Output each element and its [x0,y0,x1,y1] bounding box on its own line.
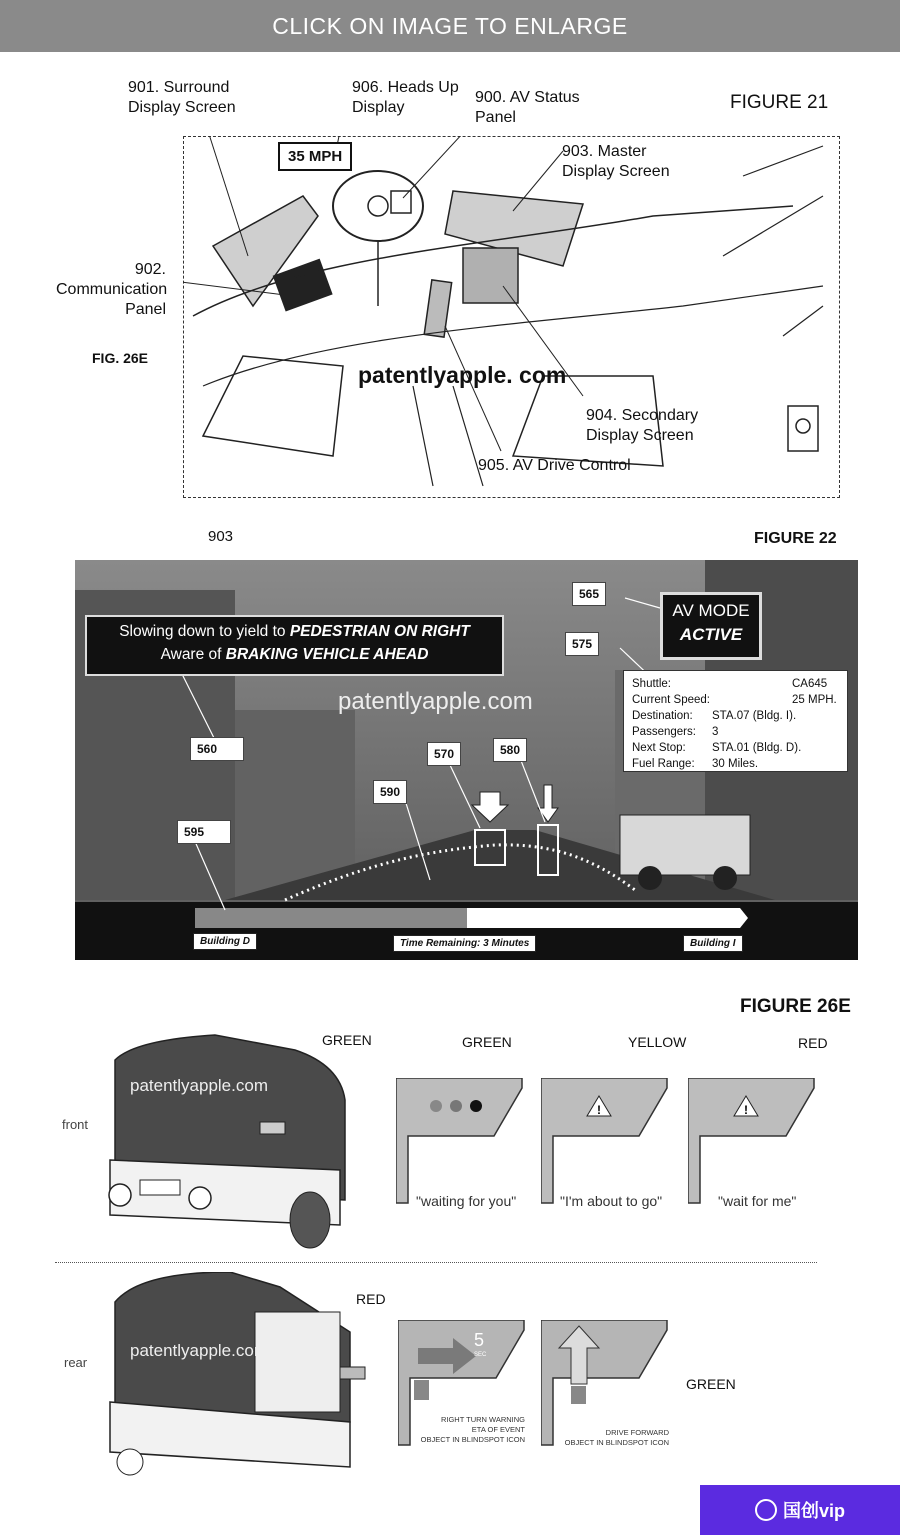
av-mode-badge [660,592,762,660]
label-master-display: 903. Master Display Screen [562,143,670,180]
callout-565: 565 [572,582,606,606]
front-label: front [62,1117,89,1132]
panel-color-red: RED [798,1035,828,1051]
section-divider [55,1262,817,1263]
alert-line-1-emphasis: PEDESTRIAN ON RIGHT [289,623,470,640]
rear-panel-red-color: RED [356,1291,386,1307]
rear-shuttle-illustration [100,1272,370,1477]
timeline-remaining: Time Remaining: 3 Minutes [393,935,536,952]
figure-22-watermark: patentlyapple.com [338,688,533,715]
figure-21-title: FIGURE 21 [730,92,829,113]
enlarge-banner[interactable]: CLICK ON IMAGE TO ENLARGE [0,0,900,52]
alert-line-2-text: Aware of [160,646,226,663]
rear-panel-eta-unit: SEC [474,1352,487,1358]
figure-26e-title: FIGURE 26E [740,996,851,1017]
status-panel-shape [541,1078,669,1208]
logo-icon [755,1499,777,1521]
front-vehicle-color-label: GREEN [322,1032,372,1048]
label-av-status-panel: 900. AV Status Panel [475,89,580,126]
panel-color-yellow: YELLOW [628,1034,687,1050]
rear-panel-eta-number: 5 [474,1330,485,1350]
alert-line-2-emphasis: BRAKING VEHICLE AHEAD [225,646,429,663]
front-panel-yellow [541,1078,669,1208]
front-panel-red [688,1078,816,1208]
front-shuttle-illustration [95,1030,355,1255]
callout-595: 595 [177,820,231,844]
info-row: Passengers: 3 [632,726,719,738]
info-row: Current Speed: 25 MPH. [632,694,837,706]
label-secondary-display: 904. Secondary Display Screen [586,407,699,444]
label-drive-control: 905. AV Drive Control [478,457,631,474]
heads-up-speed: 35 MPH [278,142,352,171]
logo-text: 国创vip [782,1501,845,1521]
panel-quote-about-to-go: "I'm about to go" [560,1193,663,1209]
label-surround-display: 901. Surround Display Screen [128,79,236,116]
callout-560: 560 [190,737,244,761]
rear-watermark: patentlyapple.com [130,1341,268,1360]
timeline-end: Building I [683,935,743,952]
callout-575: 575 [565,632,599,656]
callout-590: 590 [373,780,407,804]
site-logo[interactable] [700,1485,900,1535]
fig-26e-label: FIG. 26E [92,350,149,366]
info-row: Shuttle: CA645 [632,678,828,690]
panel-color-green: GREEN [462,1034,512,1050]
svg-text:!: ! [744,1103,748,1117]
av-mode-status: ACTIVE [679,625,743,644]
label-communication-panel: 902. Communication Panel [56,261,168,318]
panel-quote-waiting: "waiting for you" [416,1193,517,1209]
rear-label: rear [64,1355,88,1370]
info-row: Fuel Range: 30 Miles. [632,758,759,770]
info-row: Next Stop: STA.01 (Bldg. D). [632,742,802,754]
front-watermark: patentlyapple.com [130,1076,268,1095]
rear-panel-green-color: GREEN [686,1376,736,1392]
status-panel-shape [396,1078,524,1208]
av-mode-label: AV MODE [672,601,750,620]
dashboard-illustration [183,136,838,496]
shuttle-info-panel [623,670,848,772]
info-row: Destination: STA.07 (Bldg. I). [632,710,797,722]
av-master-display [75,560,858,960]
rear-panel-green-captions: DRIVE FORWARD OBJECT IN BLINDSPOT ICON [564,1428,669,1447]
panel-quote-wait-for-me: "wait for me" [718,1193,797,1209]
label-heads-up-display: 906. Heads Up Display [352,79,459,116]
rear-panel-red-captions: RIGHT TURN WARNING ETA OF EVENT OBJECT IN BLINDSPOT ICON [420,1415,525,1444]
callout-570: 570 [427,742,461,766]
alert-message [85,615,504,676]
alert-line-1-text: Slowing down to yield to [119,623,290,640]
status-panel-shape [688,1078,816,1208]
front-panel-green [396,1078,524,1208]
figure-22-ref: 903 [208,528,234,545]
svg-text:!: ! [597,1103,601,1117]
figure-21-watermark: patentlyapple. com [358,362,567,388]
figure-21 [0,60,900,510]
figure-22-title: FIGURE 22 [754,530,837,547]
callout-580: 580 [493,738,527,762]
timeline-start: Building D [193,933,257,950]
